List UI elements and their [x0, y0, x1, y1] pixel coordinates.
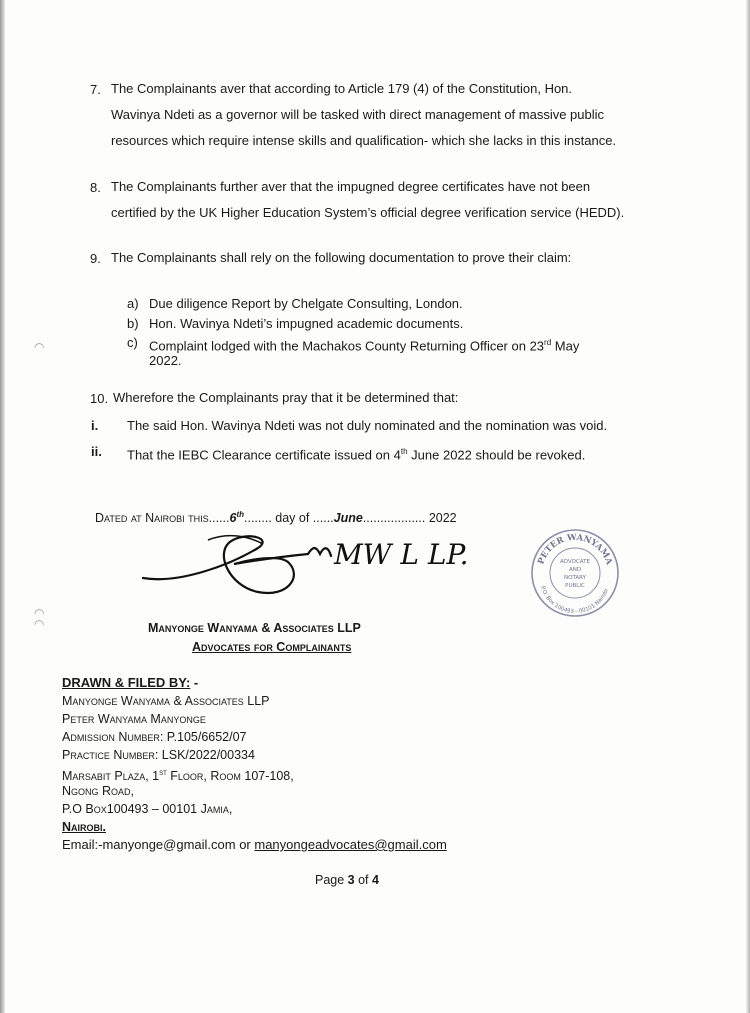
para-7	[111, 76, 631, 154]
margin-mark: ◠	[34, 617, 45, 631]
para-10-line: Wherefore the Complainants pray that it be determined that:	[113, 390, 459, 405]
drawn-line: Admission Number: P.105/6652/07	[62, 730, 247, 744]
email-text: Email:-manyonge@gmail.com or	[62, 837, 255, 852]
prayer-item	[127, 443, 585, 464]
address-text: Floor, Room 107-108,	[166, 769, 294, 784]
seal-center-line: NOTARY	[564, 575, 586, 581]
seal-address: P.O. Box 100493 - 00101 Nairobi	[539, 585, 610, 616]
prayer-item: The said Hon. Wavinya Ndeti was not duly nominated and the nomination was void.	[127, 418, 608, 433]
dated-suffix: .................. 2022	[362, 511, 457, 526]
page-label: Page	[315, 873, 348, 887]
dated-line	[95, 506, 457, 527]
page-number	[315, 871, 379, 889]
firm-role: Advocates for Complainants	[192, 640, 352, 654]
email-link[interactable]: manyongeadvocates@gmail.com	[254, 837, 447, 852]
para-7-line: Wavinya Ndeti as a governor will be tasked with direct management of massive public	[111, 107, 605, 122]
para-8-line: The Complainants further aver that the impugned degree certificates have not been	[111, 179, 591, 194]
prayer-label: ii.	[91, 444, 102, 459]
prayer-text: That the IEBC Clearance certificate issued on 4	[127, 447, 401, 463]
dated-prefix: Dated at Nairobi this......	[95, 511, 230, 526]
drawn-heading-tail: -	[190, 675, 199, 690]
list-item-text: May	[551, 338, 580, 354]
list-item	[149, 334, 579, 355]
list-item-continued: 2022.	[149, 353, 182, 368]
drawn-heading-text: DRAWN & FILED BY:	[62, 675, 191, 690]
page-label: of	[354, 873, 372, 887]
address-text: Marsabit Plaza, 1	[62, 769, 160, 784]
para-10-number: 10.	[90, 391, 109, 406]
handwritten-signature	[138, 526, 469, 606]
superscript: th	[400, 447, 408, 456]
list-label: b)	[127, 316, 139, 331]
list-item: Due diligence Report by Chelgate Consulting, London.	[149, 296, 463, 311]
list-item-text: Complaint lodged with the Machakos County Returning Officer on 23	[149, 338, 545, 354]
para-8	[111, 174, 631, 226]
drawn-city: Nairobi.	[62, 820, 106, 834]
signature-initials: MW L LP.	[334, 538, 469, 571]
drawn-heading	[62, 674, 198, 692]
superscript: th	[236, 510, 245, 519]
seal-center-line: PUBLIC	[565, 583, 585, 589]
para-9-number: 9.	[90, 251, 101, 266]
scan-edge-right	[746, 0, 750, 1013]
drawn-line: Manyonge Wanyama & Associates LLP	[62, 694, 270, 708]
prayer-text: June 2022 should be revoked.	[407, 447, 586, 463]
margin-mark: ◠	[34, 340, 45, 354]
dated-day: 6	[229, 511, 237, 526]
drawn-email	[62, 836, 447, 854]
superscript: rd	[544, 338, 552, 347]
margin-mark: ◠	[34, 606, 45, 620]
dated-month: June	[333, 511, 363, 526]
para-9-line: The Complainants shall rely on the following documentation to prove their claim:	[111, 250, 572, 265]
prayer-label: i.	[91, 418, 99, 433]
list-label: a)	[127, 296, 139, 311]
list-item: Hon. Wavinya Ndeti’s impugned academic documents.	[149, 316, 464, 331]
drawn-line: Peter Wanyama Manyonge	[62, 712, 206, 726]
page-total: 4	[372, 873, 379, 887]
notary-seal-stamp	[530, 528, 620, 618]
superscript: st	[159, 768, 167, 777]
list-label: c)	[127, 335, 138, 350]
dated-mid: ........ day of ......	[244, 511, 334, 526]
para-8-number: 8.	[90, 180, 101, 195]
seal-center-line: ADVOCATE	[560, 559, 590, 565]
page-current: 3	[347, 873, 355, 887]
para-7-line: resources which require intense skills and qualification- which she lacks in this instance.	[111, 133, 617, 148]
firm-name: Manyonge Wanyama & Associates LLP	[148, 621, 361, 635]
drawn-line: Practice Number: LSK/2022/00334	[62, 748, 255, 762]
seal-center-line: AND	[568, 567, 582, 573]
drawn-box: P.O Box100493 – 00101 Jamia,	[62, 802, 233, 816]
seal-bottom-text	[539, 586, 610, 616]
para-8-line: certified by the UK Higher Education System’s official degree verification service (HEDD).	[111, 205, 625, 220]
para-7-line: The Complainants aver that according to Article 179 (4) of the Constitution, Hon.	[111, 81, 573, 96]
para-7-number: 7.	[90, 82, 101, 97]
scan-edge-left	[0, 0, 5, 1013]
seal-ring-name: PETER WANYAMA	[536, 532, 614, 567]
drawn-road: Ngong Road,	[62, 784, 135, 798]
